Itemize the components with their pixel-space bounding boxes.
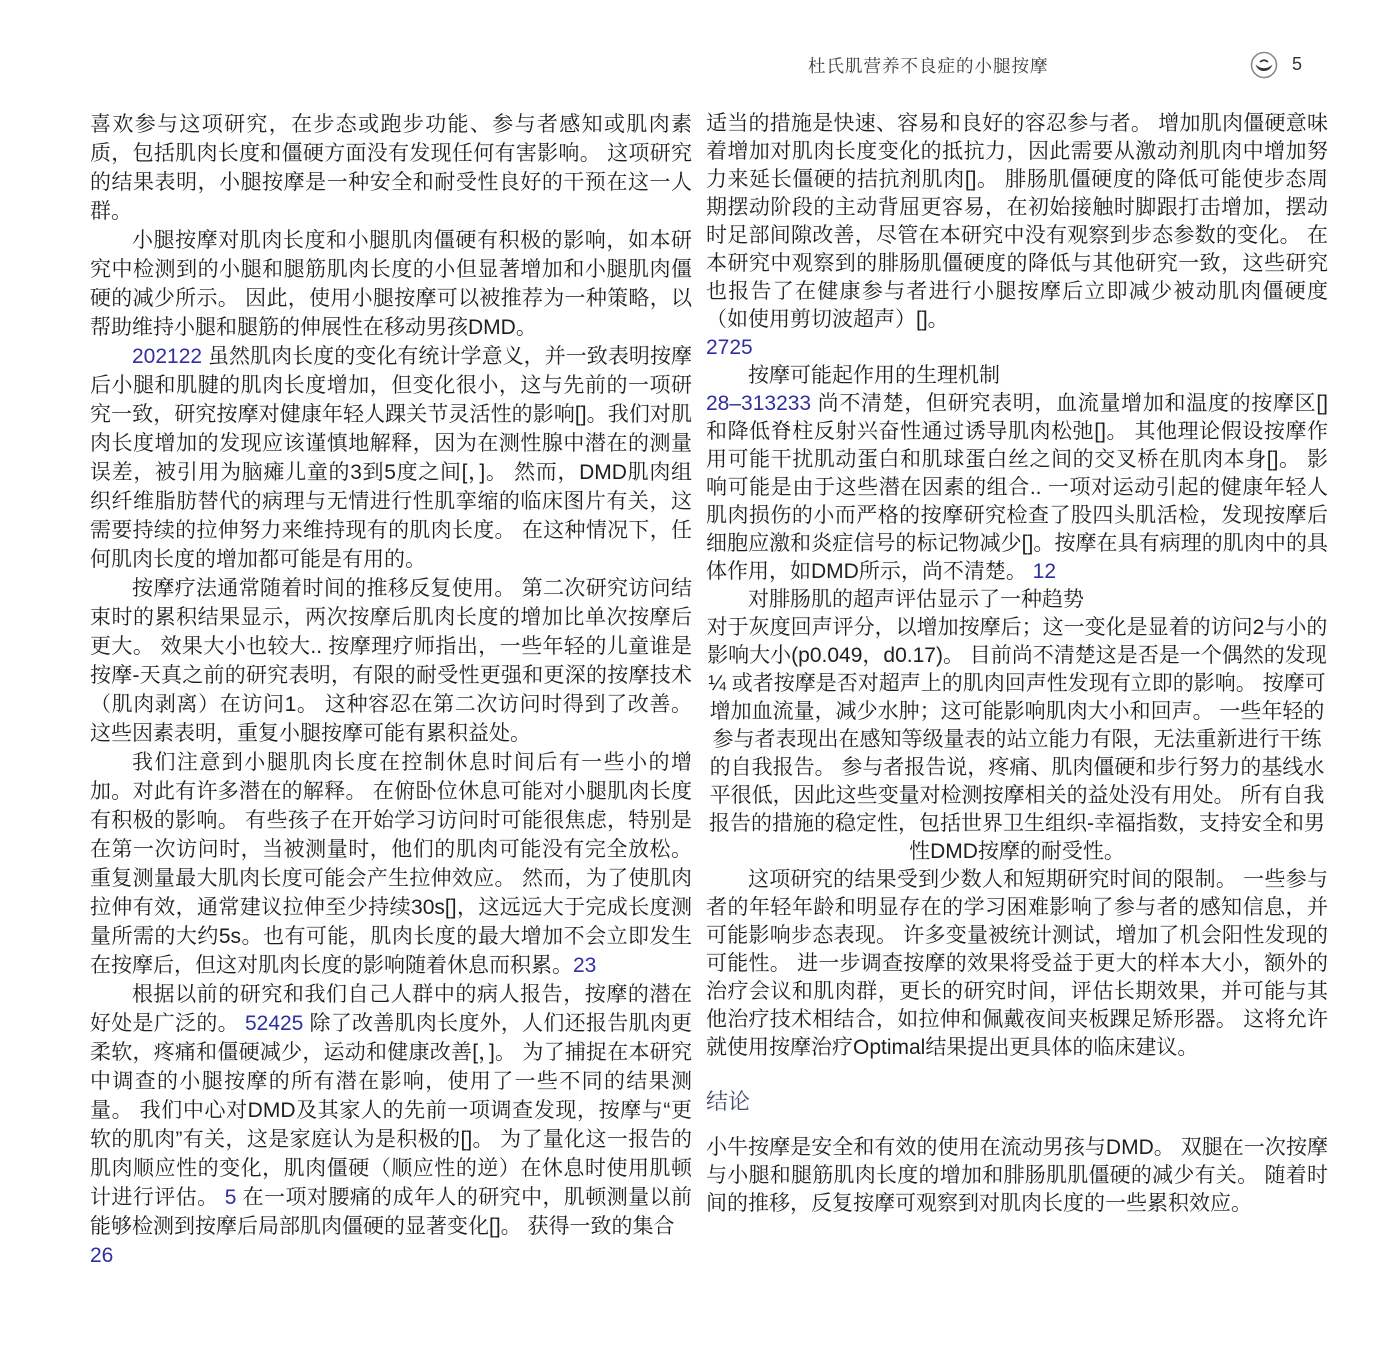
section-heading — [706, 1088, 1328, 1116]
text-run: 按摩可能起作用的生理机制 — [748, 364, 1000, 387]
text-run: 适当的措施是快速、容易和良好的容忍参与者。 增加肌肉僵硬意味着增加对肌肉长度变化的抵抗力，因此需要从激动剂肌肉中增加努力来延长僵硬的拮抗剂肌肉[]。 腓肠肌僵硬度的降低可能使步态周期摆动阶段的主动背屈更容易，在初始接触时脚跟打击增加，摆动时足部间隙改善，尽管在本研究中没有观察到步态参数的变化。 在本研究中观察到的腓肠肌僵硬度的降低与其他研究一致，这些研究也报告了在健康参与者进行小腿按摩后立即减少被动肌肉僵硬度（如使用剪切波超声）[]。 — [706, 112, 1328, 331]
citation-link[interactable]: 52425 — [244, 1012, 304, 1035]
paragraph — [706, 1134, 1328, 1218]
page-number: 5 — [1292, 54, 1303, 74]
paragraph — [90, 342, 692, 574]
paragraph — [706, 390, 1328, 586]
text-run: 根据以前的研究和我们自己人群中的病人报告，按摩的潜在好处是广泛的。 — [90, 983, 692, 1035]
text-run: 小腿按摩对肌肉长度和小腿肌肉僵硬有积极的影响，如本研究中检测到的小腿和腿筋肌肉长度的小但显著增加和小腿肌肉僵硬的减少所示。 因此，使用小腿按摩可以被推荐为一种策略，以帮助维持小腿和腿筋的伸展性在移动男孩DMD。 — [90, 229, 692, 339]
paragraph — [706, 614, 1328, 866]
paragraph — [706, 362, 1328, 390]
citation-link[interactable]: 26 — [90, 1244, 114, 1267]
paragraph — [90, 1241, 692, 1270]
paragraph — [90, 226, 692, 342]
text-run: 我们注意到小腿肌肉长度在控制休息时间后有一些小的增加。对此有许多潜在的解释。 在俯卧位休息可能对小腿肌肉长度有积极的影响。 有些孩子在开始学习访问时可能很焦虑，特别是在第一次访问时，当被测量时，他们的肌肉可能没有完全放松。重复测量最大肌肉长度可能会产生拉伸效应。 然而，为了使肌肉拉伸有效，通常建议拉伸至少持续30s[]，这远远大于完成长度测量所需的大约5s。也有可能，肌肉长度的最大增加不会立即发生在按摩后，但这对肌肉长度的影响随着休息而积累。 — [90, 751, 692, 977]
paragraph — [706, 110, 1328, 334]
citation-link[interactable]: 202122 — [132, 345, 203, 368]
text-run: 对于灰度回声评分，以增加按摩后；这一变化是显着的访问2与小的影响大小(p0.049，d0.17)。 目前尚不清楚这是否是一个偶然的发现¼ 或者按摩是否对超声上的肌肉回声性发现有立即的影响。 按摩可增加血流量，减少水肿；这可能影响肌肉大小和回声。 一些年轻的参与者表现出在感知等级量表的站立能力有限，无法重新进行干练的自我报告。 参与者报告说，疼痛、肌肉僵硬和步行努力的基线水平很低，因此这些变量对检测按摩相关的益处没有用处。 所有自我报告的措施的稳定性，包括世界卫生组织-幸福指数，支持安全和男性DMD按摩的耐受性。 — [706, 616, 1328, 863]
paragraph — [706, 334, 1328, 362]
column-right — [706, 110, 1328, 1218]
text-run: 尚不清楚，但研究表明，血流量增加和温度的按摩区[]和降低脊柱反射兴奋性通过诱导肌肉松弛[]。 其他理论假设按摩作用可能干扰肌动蛋白和肌球蛋白丝之间的交叉桥在肌肉本身[]。 影响可能是由于这些潜在因素的组合.. 一项对运动引起的健康年轻人肌肉损伤的小而严格的按摩研究检查了股四头肌活检，发现按摩后细胞应激和炎症信号的标记物减少[]。按摩在具有病理的肌肉中的具体作用，如DMD所示，尚不清楚。 — [706, 392, 1328, 583]
text-run: 这项研究的结果受到少数人和短期研究时间的限制。 一些参与者的年轻年龄和明显存在的学习困难影响了参与者的感知信息，并可能影响步态表现。 许多变量被统计测试，增加了机会阳性发现的可能性。 进一步调查按摩的效果将受益于更大的样本大小，额外的治疗会议和肌肉群，更长的研究时间，评估长期效果，并可能与其他治疗技术相结合，如拉伸和佩戴夜间夹板踝足矫形器。 这将允许就使用按摩治疗Optimal结果提出更具体的临床建议。 — [706, 868, 1328, 1059]
running-head-title: 杜氏肌营养不良症的小腿按摩 — [808, 56, 1049, 76]
text-run: 喜欢参与这项研究，在步态或跑步功能、参与者感知或肌肉素质，包括肌肉长度和僵硬方面没有发现任何有害影响。 这项研究的结果表明，小腿按摩是一种安全和耐受性良好的干预在这一人群。 — [90, 113, 692, 223]
column-left — [90, 110, 692, 1270]
paragraph — [90, 980, 692, 1241]
paragraph — [90, 110, 692, 226]
citation-link[interactable]: 23 — [573, 954, 597, 977]
text-run: 在一项对腰痛的成年人的研究中，肌顿测量以前能够检测到按摩后局部肌肉僵硬的显著变化[]。 获得一致的集合 — [90, 1186, 692, 1238]
text-run: 按摩疗法通常随着时间的推移反复使用。 第二次研究访问结束时的累积结果显示，两次按摩后肌肉长度的增加比单次按摩后更大。 效果大小也较大.. 按摩理疗师指出，一些年轻的儿童谁是按摩-天真之前的研究表明，有限的耐受性更强和更深的按摩技术（肌肉剥离）在访问1。 这种容忍在第二次访问时得到了改善。 这些因素表明，重复小腿按摩可能有累积益处。 — [90, 577, 692, 745]
text-run: 对腓肠肌的超声评估显示了一种趋势 — [748, 588, 1084, 611]
journal-logo-icon — [1249, 50, 1279, 80]
citation-link[interactable]: 2725 — [706, 336, 753, 359]
paragraph — [706, 866, 1328, 1062]
paragraph — [90, 748, 692, 980]
citation-link[interactable]: 12 — [1032, 560, 1057, 583]
text-run: 虽然肌肉长度的变化有统计学意义，并一致表明按摩后小腿和肌腱的肌肉长度增加，但变化很小，这与先前的一项研究一致，研究按摩对健康年轻人踝关节灵活性的影响[]。我们对肌肉长度增加的发现应该谨慎地解释，因为在测性腺中潜在的测量误差，被引用为脑瘫儿童的3到5度之间[，]。 然而，DMD肌肉组织纤维脂肪替代的病理与无情进行性肌挛缩的临床图片有关，这需要持续的拉伸努力来维持现有的肌肉长度。 在这种情况下，任何肌肉长度的增加都可能是有用的。 — [90, 345, 692, 571]
text-run: 结论 — [706, 1089, 751, 1114]
text-run: 小牛按摩是安全和有效的使用在流动男孩与DMD。 双腿在一次按摩与小腿和腿筋肌肉长度的增加和腓肠肌肌僵硬的减少有关。 随着时间的推移，反复按摩可观察到对肌肉长度的一些累积效应。 — [706, 1136, 1328, 1215]
paragraph — [90, 574, 692, 748]
citation-link[interactable]: 28–313233 — [706, 392, 812, 415]
paragraph — [706, 586, 1328, 614]
citation-link[interactable]: 5 — [224, 1186, 237, 1209]
text-run: 除了改善肌肉长度外，人们还报告肌肉更柔软，疼痛和僵硬减少，运动和健康改善[，]。 为了捕捉在本研究中调查的小腿按摩的所有潜在影响，使用了一些不同的结果测量。 我们中心对DMD及其家人的先前一项调查发现，按摩与“更软的肌肉”有关，这是家庭认为是积极的[]。 为了量化这一报告的肌肉顺应性的变化，肌肉僵硬（顺应性的逆）在休息时使用肌顿计进行评估。 — [90, 1012, 692, 1209]
